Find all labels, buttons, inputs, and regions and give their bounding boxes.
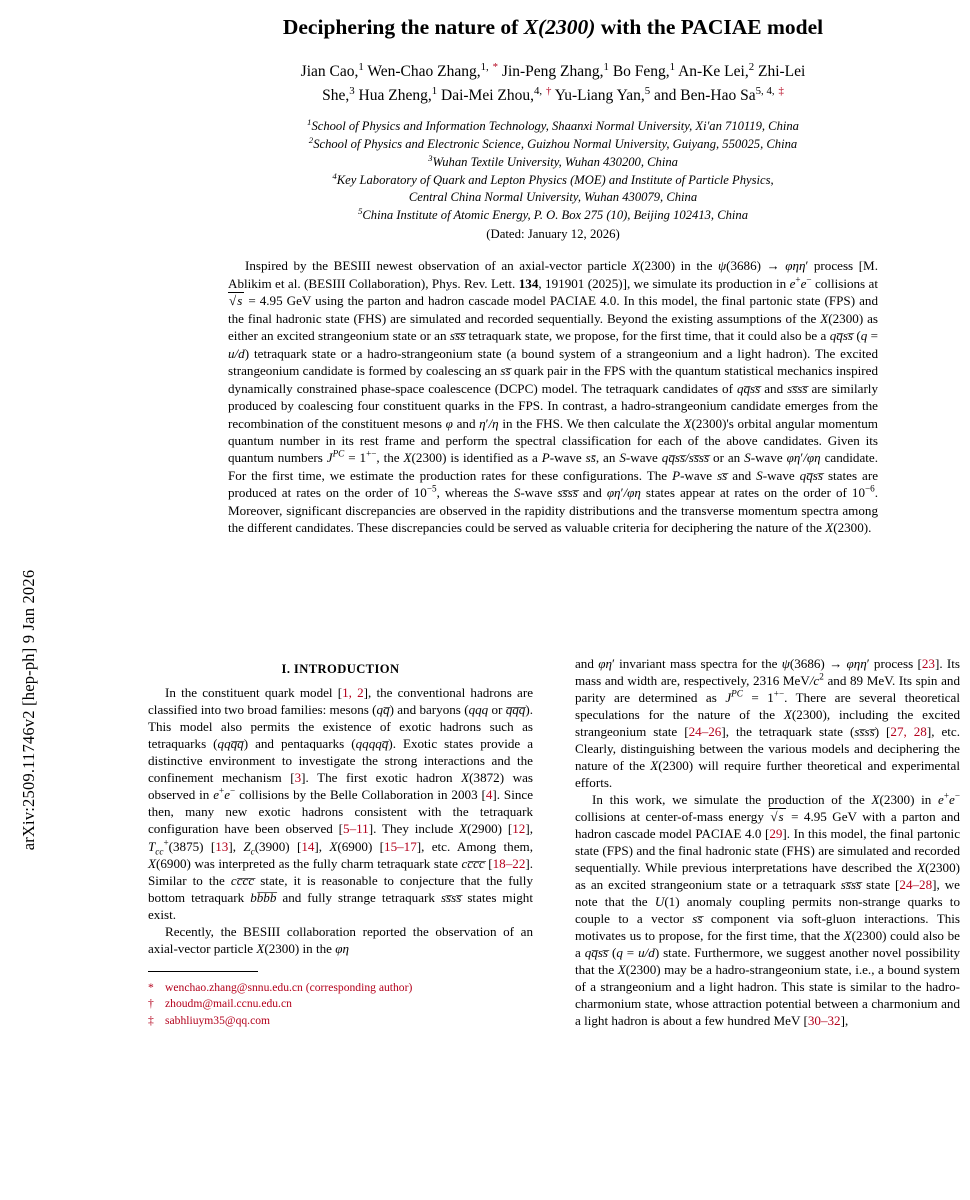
footnote-email-corresponding[interactable]: wenchao.zhang@snnu.edu.cn (corresponding author) [165, 980, 413, 994]
section-heading-introduction: I. INTRODUCTION [281, 662, 400, 676]
footnote-symbol-double-dagger: ‡ [148, 1014, 154, 1028]
footnote-2 [148, 996, 533, 1013]
affiliation-1: $^1$School of Physics and Information Technology, Shaanxi Normal University, Xi'an 710119, China [307, 116, 799, 133]
title-text-part2: with the PACIAE model [595, 15, 824, 39]
footnote-divider [148, 971, 258, 972]
page-title [148, 14, 958, 41]
column-left [148, 655, 533, 1030]
author-list [148, 60, 958, 108]
footnote-email-third[interactable]: sabhliuym35@qq.com [165, 1014, 271, 1028]
arxiv-stamp: arXiv:2509.11746v2 [hep-ph] 9 Jan 2026 [19, 569, 38, 851]
paragraph-left-2: Recently, the BESIII collaboration reported the observation of an axial-vector particle X(2300) in the φη [148, 923, 533, 956]
affiliation-4b: Central China Normal University, Wuhan 430079, China [408, 190, 698, 205]
affiliations [148, 118, 958, 243]
column-right [575, 655, 960, 1029]
body-columns [148, 655, 960, 1200]
affiliation-4: $^4$Key Laboratory of Quark and Lepton Physics (MOE) and Institute of Particle Physics, [332, 170, 774, 187]
abstract-text: Inspired by the BESIII newest observation of an axial-vector particle X(2300) in the ψ(3686) → φηη′ process [M. Ablikim et al. (BESIII Collaboration), Phys. Rev. Lett. 134, 191901 (2025)], we simulate its production in e+e− collisions at √s = 4.95 GeV using the parton and hadron cascade model PACIAE 4.0. In this model, the final partonic state (FPS) and the final hadronic state (FHS) are simulated and recorded sequentially. Beyond the existing assumptions of the X(2300) as either an excited strangeonium state or an ss̅s̅ tetraquark state, we propose, for the first time, that it could also be a qq̅ss̅ (q = u/d) tetraquark state or a hadro-strangeonium state (a bound system of a strangeonium and a light hadron). The excited strangeonium candidate is formed by coalescing an ss̅ quark pair in the FPS with the quantum statistical mechanics inspired dynamically constrained phase-space coalescence (DCPC) model. The tetraquark candidates of qq̅ss̅ and ss̅ss̅ are similarly produced by coalescing four constituent quarks in the FPS. In contrast, a hadro-strangeonium candidate emerges from the recombination of the constituent mesons φ and η′/η in the FHS. We then calculate the X(2300)'s orbital angular momentum quantum number in its rest frame and perform the spectral classification for each of the above candidates. Given its quantum numbers $J^{PC} = 1^{+-}$, the X(2300) is identified as a P-wave ss̄, an S-wave qq̅ss̅/ss̅ss̅ or an S-wave φη′/φη candidate. For the first time, we estimate the production rates for these configurations. The P-wave ss̅ and S-wave qq̅ss̅ states are produced at rates on the order of $10^{-5}$, whereas the S-wave ss̅ss̅ and φη′/φη states appear at rates on the order of $10^{-6}$. Moreover, significant discrepancies are observed in the rapidity distributions and the transverse momentum spectra among the different candidates. These discrepancies could be served as valuable criteria for deciphering the nature of the X(2300). [228, 258, 879, 536]
affiliation-2: $^2$School of Physics and Electronic Science, Guizhou Normal University, Guiyang, 550025, China [308, 134, 798, 151]
paragraph-right-1: and φη′ invariant mass spectra for the ψ(3686) → φηη′ process [23]. Its mass and width are, respectively, 2316 MeV/$c^2$ and 89 MeV. Its spin and parity are determined as $J^{PC} = 1^{+-}$. There are several theoretical speculations for the nature of the X(2300), including the excited strangeonium state [24–26], the tetraquark state (ss̅ss̅) [27, 28], etc. Clearly, distinguishing between the various models and deciphering the nature of the X(2300) will require further theoretical and experimental efforts. [575, 656, 961, 791]
date-line: (Dated: January 12, 2026) [486, 227, 620, 242]
author-line-1: Jian Cao,$^1$ Wen-Chao Zhang,$^{1,}$ * Jin-Peng Zhang,$^1$ Bo Feng,$^1$ An-Ke Lei,$^2$ Zhi-Lei [300, 60, 806, 80]
author-line-2: She,$^3$ Hua Zheng,$^1$ Dai-Mei Zhou,$^{4,}$ † Yu-Liang Yan,$^5$ and Ben-Hao $Sa^{5, 4,}$ ‡ [322, 84, 784, 104]
paragraph-left-1: In the constituent quark model [1, 2], the conventional hadrons are classified into two broad families: mesons (qq̅) and baryons (qqq or q̅q̅q̅). This model also permits the existence of exotic hadrons such as tetraquarks (qqq̅q̅) and pentaquarks (qqqqq̅). Exotic states provide a distinctive environment to investigate the strong interactions and the confinement mechanism [3]. The first exotic hadron X(3872) was observed in e+e− collisions by the Belle Collaboration in 2003 [4]. Since then, many new exotic hadrons consistent with the tetraquark configuration have been observed [5–11]. They include X(2900) [12], $T_{cc}^+(3875)$ [13], $Z_c(3900)$ [14], X(6900) [15–17], etc. Among them, X(6900) was interpreted as the fully charm tetraquark state cc̅c̅c̅ [18–22]. Similar to the cc̅c̅c̅ state, it is reasonable to conjecture that the fully bottom tetraquark bb̅b̅b̅ and fully strange tetraquark ss̅ss̅ states might exist. [148, 685, 534, 922]
affiliation-3: $^3$Wuhan Textile University, Wuhan 430200, China [428, 152, 678, 169]
footnote-3 [148, 1013, 533, 1030]
title-text-part1: Deciphering the nature of [282, 15, 524, 39]
footnote-email-second[interactable]: zhoudm@mail.ccnu.edu.cn [165, 997, 292, 1011]
abstract [228, 257, 878, 537]
paper-header [148, 0, 958, 537]
paragraph-right-2: In this work, we simulate the production of the X(2300) in e+e− collisions at center-of-mass energy √s = 4.95 GeV with a parton and hadron cascade model PACIAE 4.0 [29]. In this model, the final partonic state (FPS) and the final hadronic state (FHS) are simulated and recorded sequentially. While previous interpretations have described the X(2300) as an excited strangeonium state or a tetraquark ss̅ss̅ state [24–28], we note that the U(1) anomaly coupling permits non-strange quarks to couple to a vector ss̅ component via soft-gluon interactions. This motivates us to propose, for the first time, that the X(2300) could also be a qq̅ss̅ (q = u/d) state. Furthermore, we suggest another novel possibility that the X(2300) may be a hadro-strangeonium state, i.e., a bound system of a strangeonium and a light hadron. This state is similar to the hadro-charmonium state, whose attraction potential between a charmonium and a light hadron is about a few hundred MeV [30–32], [575, 790, 961, 1029]
title-math: X(2300) [523, 15, 596, 39]
affiliation-5: $^5$China Institute of Atomic Energy, P. O. Box 275 (10), Beijing 102413, China [358, 206, 748, 223]
footnote-symbol-dagger: † [148, 997, 154, 1011]
footnote-1 [148, 980, 533, 997]
footnote-symbol-asterisk: * [148, 980, 154, 994]
